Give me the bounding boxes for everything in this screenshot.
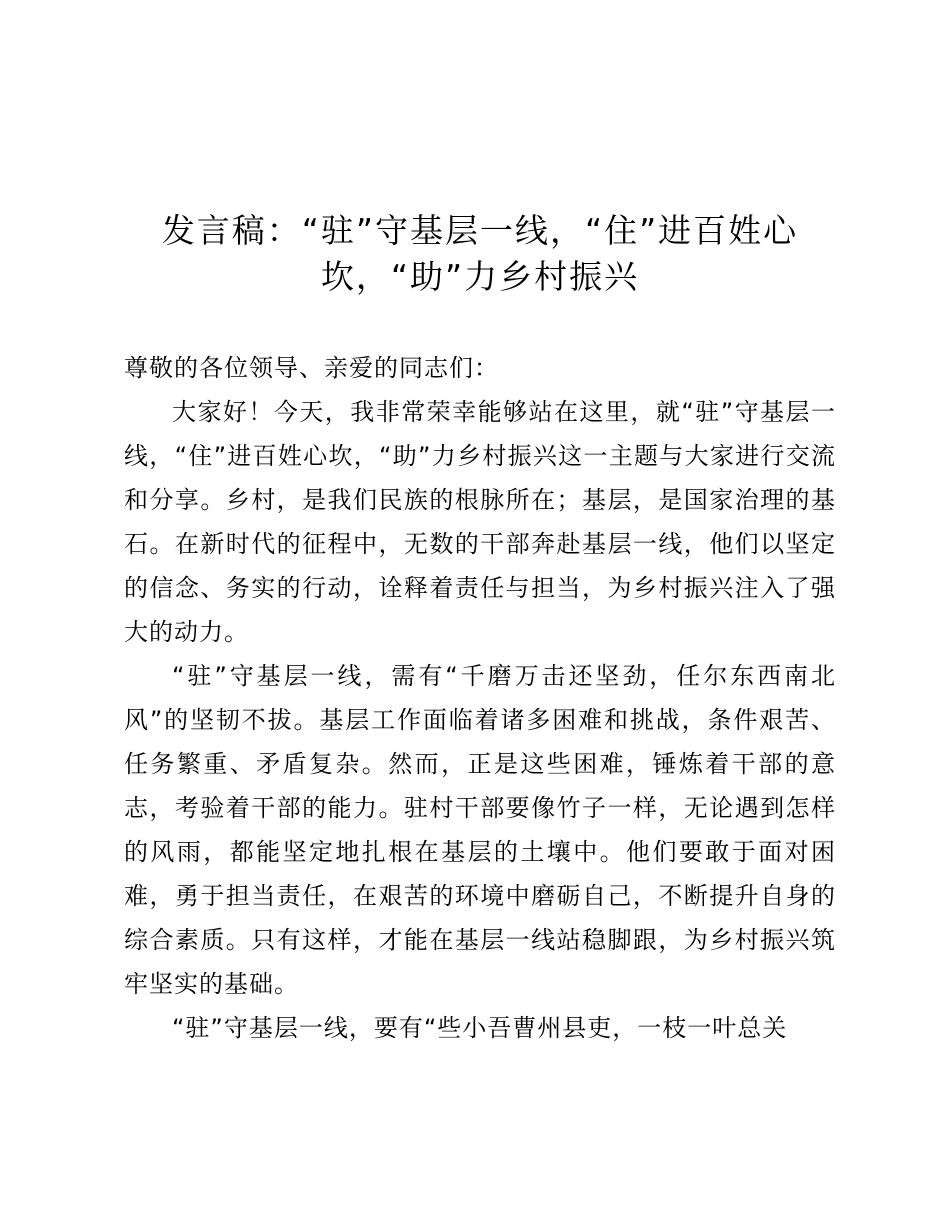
title-line-1: 发言稿：“驻”守基层一线，“住”进百姓心 (161, 211, 799, 250)
paragraph-2: “驻”守基层一线，需有“千磨万击还坚劲，任尔东西南北风”的坚韧不拔。基层工作面临着诸多困难和挑战，条件艰苦、任务繁重、矛盾复杂。然而，正是这些困难，锤炼着干部的意志，考验着干部的能力。驻村干部要像竹子一样，无论遇到怎样的风雨，都能坚定地扎根在基层的土壤中。他们要敢于面对困难，勇于担当责任，在艰苦的环境中磨砺自己，不断提升自身的综合素质。只有这样，才能在基层一线站稳脚跟，为乡村振兴筑牢坚实的基础。 (124, 662, 836, 998)
document-body (124, 346, 836, 1050)
title-line-2: 坎，“助”力乡村振兴 (320, 257, 640, 296)
salutation: 尊敬的各位领导、亲爱的同志们： (124, 354, 499, 382)
paragraph-3: “驻”守基层一线，要有“些小吾曹州县吏，一枝一叶总关 (172, 1014, 788, 1042)
paragraph-1: 大家好！今天，我非常荣幸能够站在这里，就“驻”守基层一线，“住”进百姓心坎，“助”力乡村振兴这一主题与大家进行交流和分享。乡村，是我们民族的根脉所在；基层，是国家治理的基石。在新时代的征程中，无数的干部奔赴基层一线，他们以坚定的信念、务实的行动，诠释着责任与担当，为乡村振兴注入了强大的动力。 (124, 398, 836, 646)
document-title (120, 208, 840, 300)
